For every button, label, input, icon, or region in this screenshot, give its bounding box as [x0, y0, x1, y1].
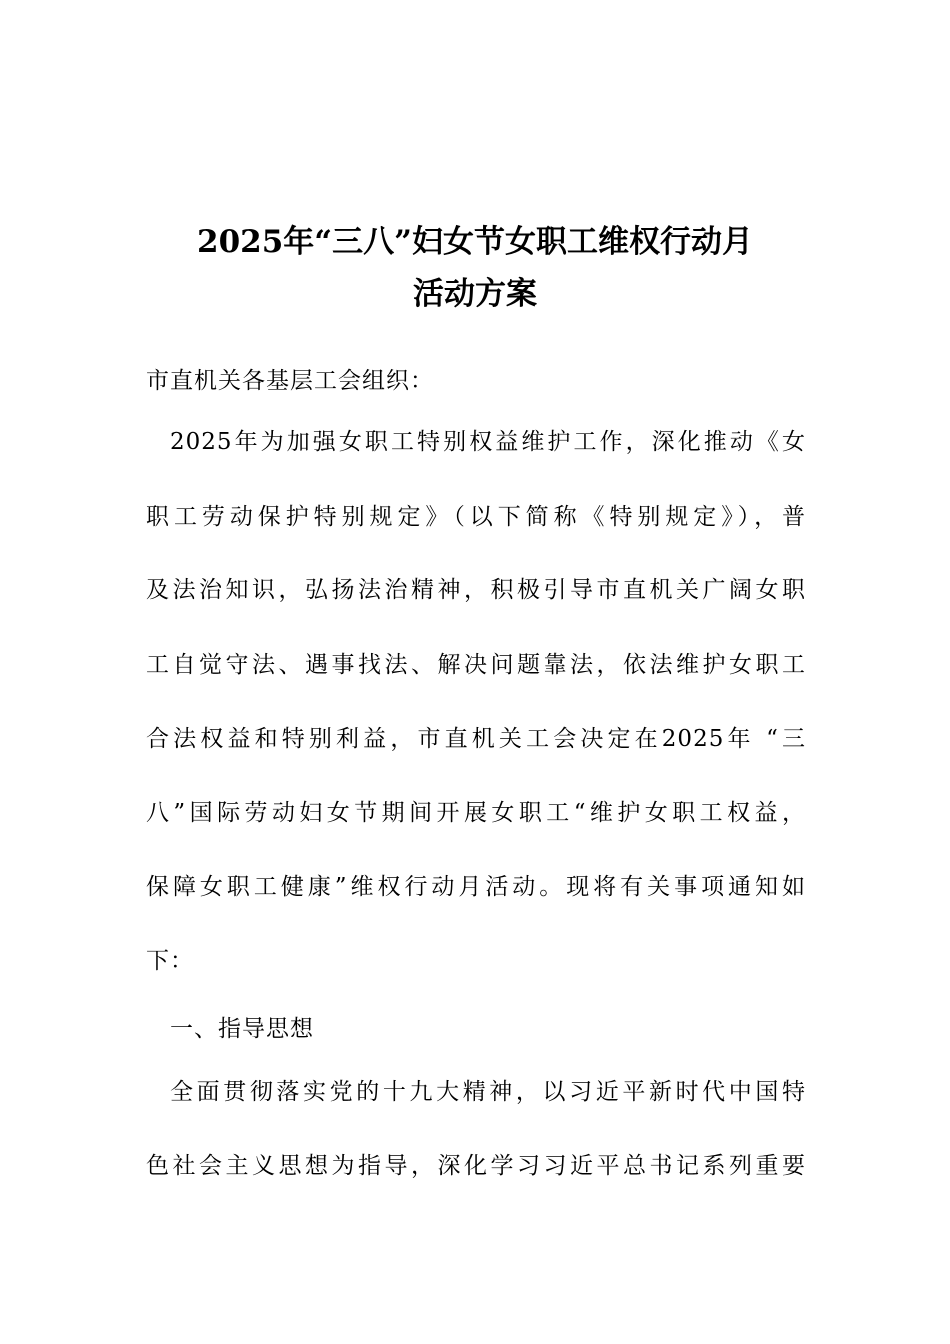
intro-line-6: 八”国际劳动妇女节期间开展女职工“维护女职工权益， — [146, 800, 806, 826]
document-title-line-1: 2025年“三八”妇女节女职工维权行动月 — [197, 224, 753, 260]
section-line-2: 色社会主义思想为指导，深化学习习近平总书记系列重要 — [146, 1153, 806, 1179]
section-line-1: 全面贯彻落实党的十九大精神，以习近平新时代中国特 — [170, 1079, 806, 1105]
intro-line-4: 工自觉守法、遇事找法、解决问题靠法，依法维护女职工 — [146, 652, 806, 678]
document-title-line-2: 活动方案 — [413, 276, 537, 312]
intro-line-7: 保障女职工健康”维权行动月活动。现将有关事项通知如 — [146, 874, 806, 900]
intro-line-3: 及法治知识，弘扬法治精神，积极引导市直机关广阔女职 — [146, 577, 806, 603]
salutation: 市直机关各基层工会组织： — [146, 368, 434, 394]
intro-line-2: 职工劳动保护特别规定》（以下简称《特别规定》），普 — [146, 504, 806, 530]
intro-line-1: 2025年为加强女职工特别权益维护工作，深化推动《女 — [170, 429, 806, 455]
intro-line-5: 合法权益和特别利益，市直机关工会决定在2025年 “三 — [146, 726, 806, 752]
section-heading: 一、指导思想 — [170, 1016, 314, 1042]
intro-line-8: 下： — [146, 948, 194, 974]
